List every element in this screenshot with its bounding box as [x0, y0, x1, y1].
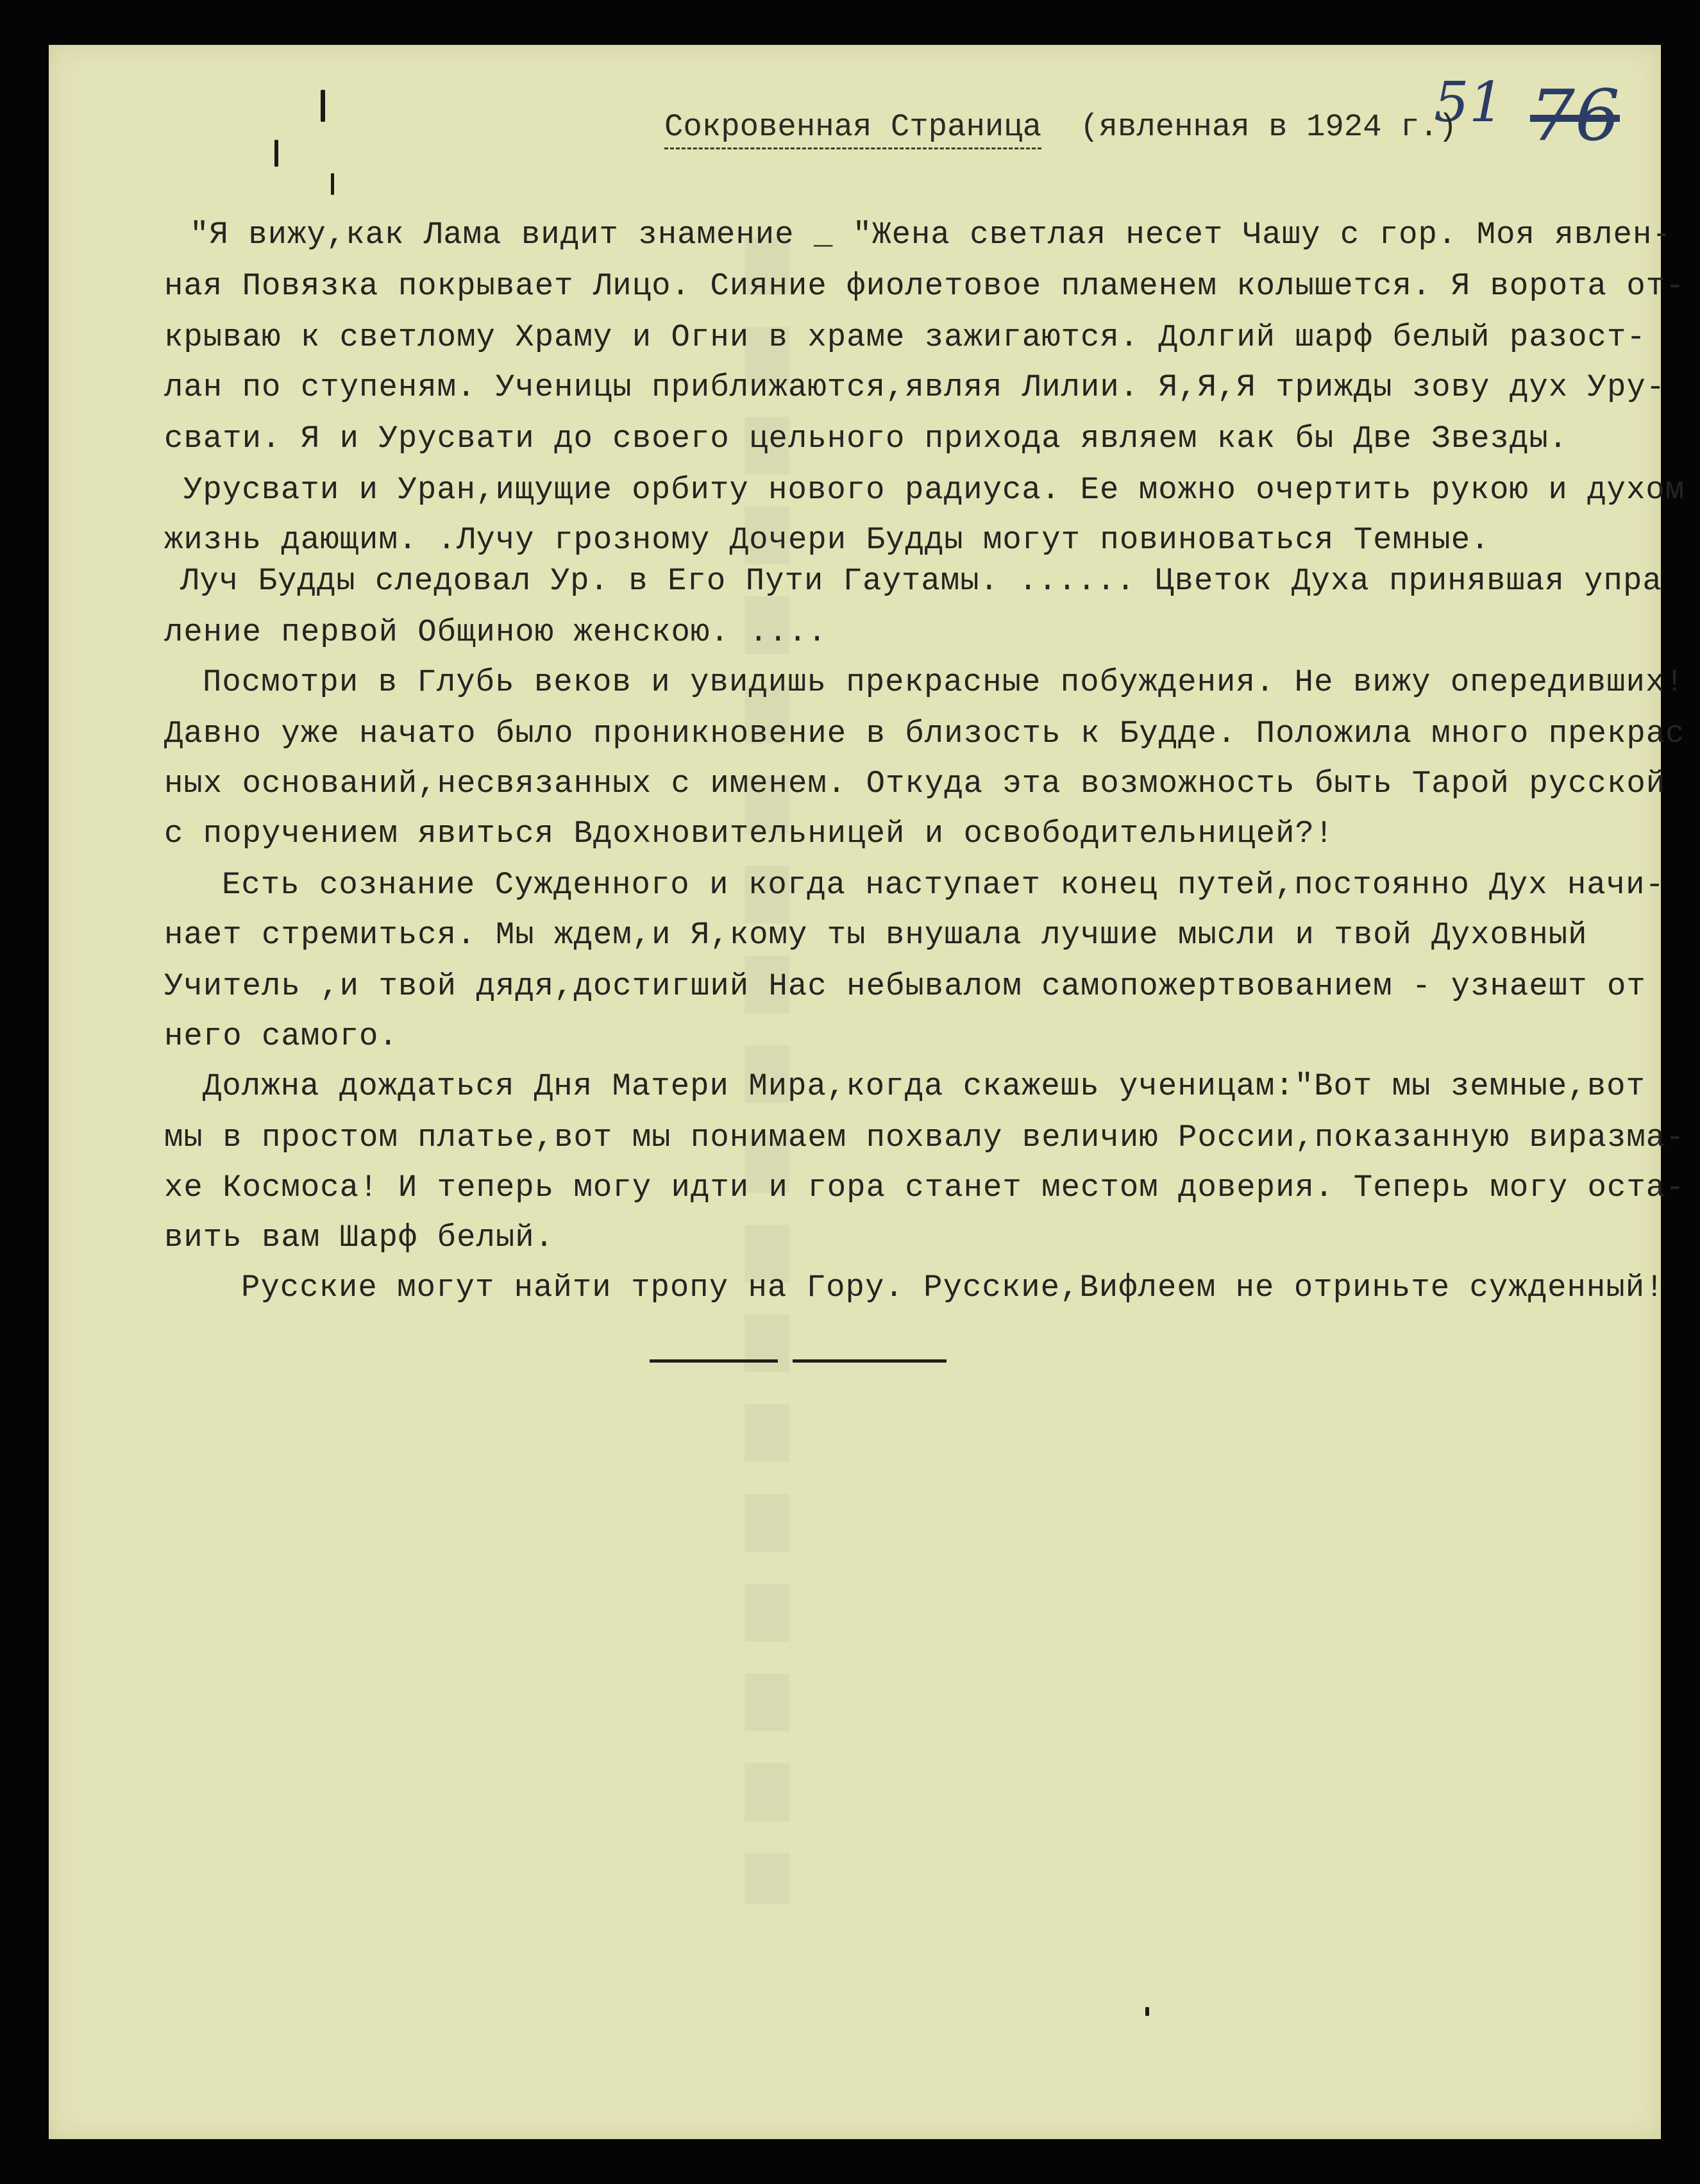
text-line: "Я вижу,как Лама видит знамение _ "Жена светлая несет Чашу с гор. Моя явлен- — [190, 217, 1672, 253]
text-line: мы в простом платье,вот мы понимаем похвалу величию России,показанную виразма- — [164, 1120, 1685, 1155]
text-line: Давно уже начато было проникновение в близость к Будде. Положила много прекрас — [164, 716, 1685, 752]
text-line: свати. Я и Урусвати до своего цельного прихода являем как бы Две Звезды. — [164, 421, 1569, 457]
text-line: нает стремиться. Мы ждем,и Я,кому ты внушала лучшие мысли и твой Духовный — [164, 917, 1588, 953]
text-line: Есть сознание Сужденного и когда наступает конец путей,постоянно Дух начи- — [222, 867, 1665, 903]
text-line: Русские могут найти тропу на Гору. Русские,Вифлеем не отриньте сужденный! — [241, 1270, 1665, 1306]
text-line: Урусвати и Уран,ищущие орбиту нового радиуса. Ее можно очертить рукою и духом — [183, 472, 1685, 508]
text-line: лан по ступеням. Ученицы приближаются,являя Лилии. Я,Я,Я трижды зову дух Уру- — [164, 369, 1666, 405]
text-line: жизнь дающим. .Лучу грозному Дочери Будды могут повиноваться Темные. — [164, 522, 1490, 558]
margin-mark — [331, 173, 334, 195]
text-line: него самого. — [164, 1018, 398, 1054]
text-line: Должна дождаться Дня Матери Мира,когда скажешь ученицам:"Вот мы земные,вот — [203, 1068, 1645, 1104]
margin-mark — [274, 140, 278, 167]
document-subtitle: (явленная в 1924 г.) — [1080, 109, 1458, 145]
text-line: хе Космоса! И теперь могу идти и гора станет местом доверия. Теперь могу оста- — [164, 1170, 1685, 1205]
text-line: вить вам Шарф белый. — [164, 1220, 555, 1256]
paper-speck — [1145, 2007, 1149, 2016]
text-line: ление первой Общиною женскою. .... — [164, 614, 827, 650]
page-heading — [664, 109, 1457, 145]
text-line: с поручением явиться Вдохновительницей и освободительницей?! — [164, 816, 1334, 852]
closing-rule — [650, 1359, 778, 1363]
document-title: Сокровенная Страница — [664, 109, 1041, 149]
text-line: Луч Будды следовал Ур. в Его Пути Гаутамы. ...... Цветок Духа принявшая упра — [180, 563, 1662, 599]
text-line: ная Повязка покрывает Лицо. Сияние фиолетовое пламенем колышется. Я ворота от- — [164, 268, 1685, 304]
archive-mark-folio: 76 — [1530, 74, 1620, 156]
closing-rule — [793, 1359, 947, 1363]
paper-sheet — [49, 45, 1685, 2139]
text-line: Учитель ,и твой дядя,достигший Нас небывалом самопожертвованием - узнаешт от — [164, 968, 1646, 1004]
text-line: крываю к светлому Храму и Огни в храме зажигаются. Долгий шарф белый разост- — [164, 319, 1646, 355]
text-line: Посмотри в Глубь веков и увидишь прекрасные побуждения. Не вижу опередивших! — [203, 664, 1685, 700]
text-line: ных оснований,несвязанных с именем. Откуда эта возможность быть Тарой русской — [164, 766, 1666, 802]
margin-mark — [321, 90, 325, 122]
archive-mark-page: 51 — [1434, 71, 1504, 135]
